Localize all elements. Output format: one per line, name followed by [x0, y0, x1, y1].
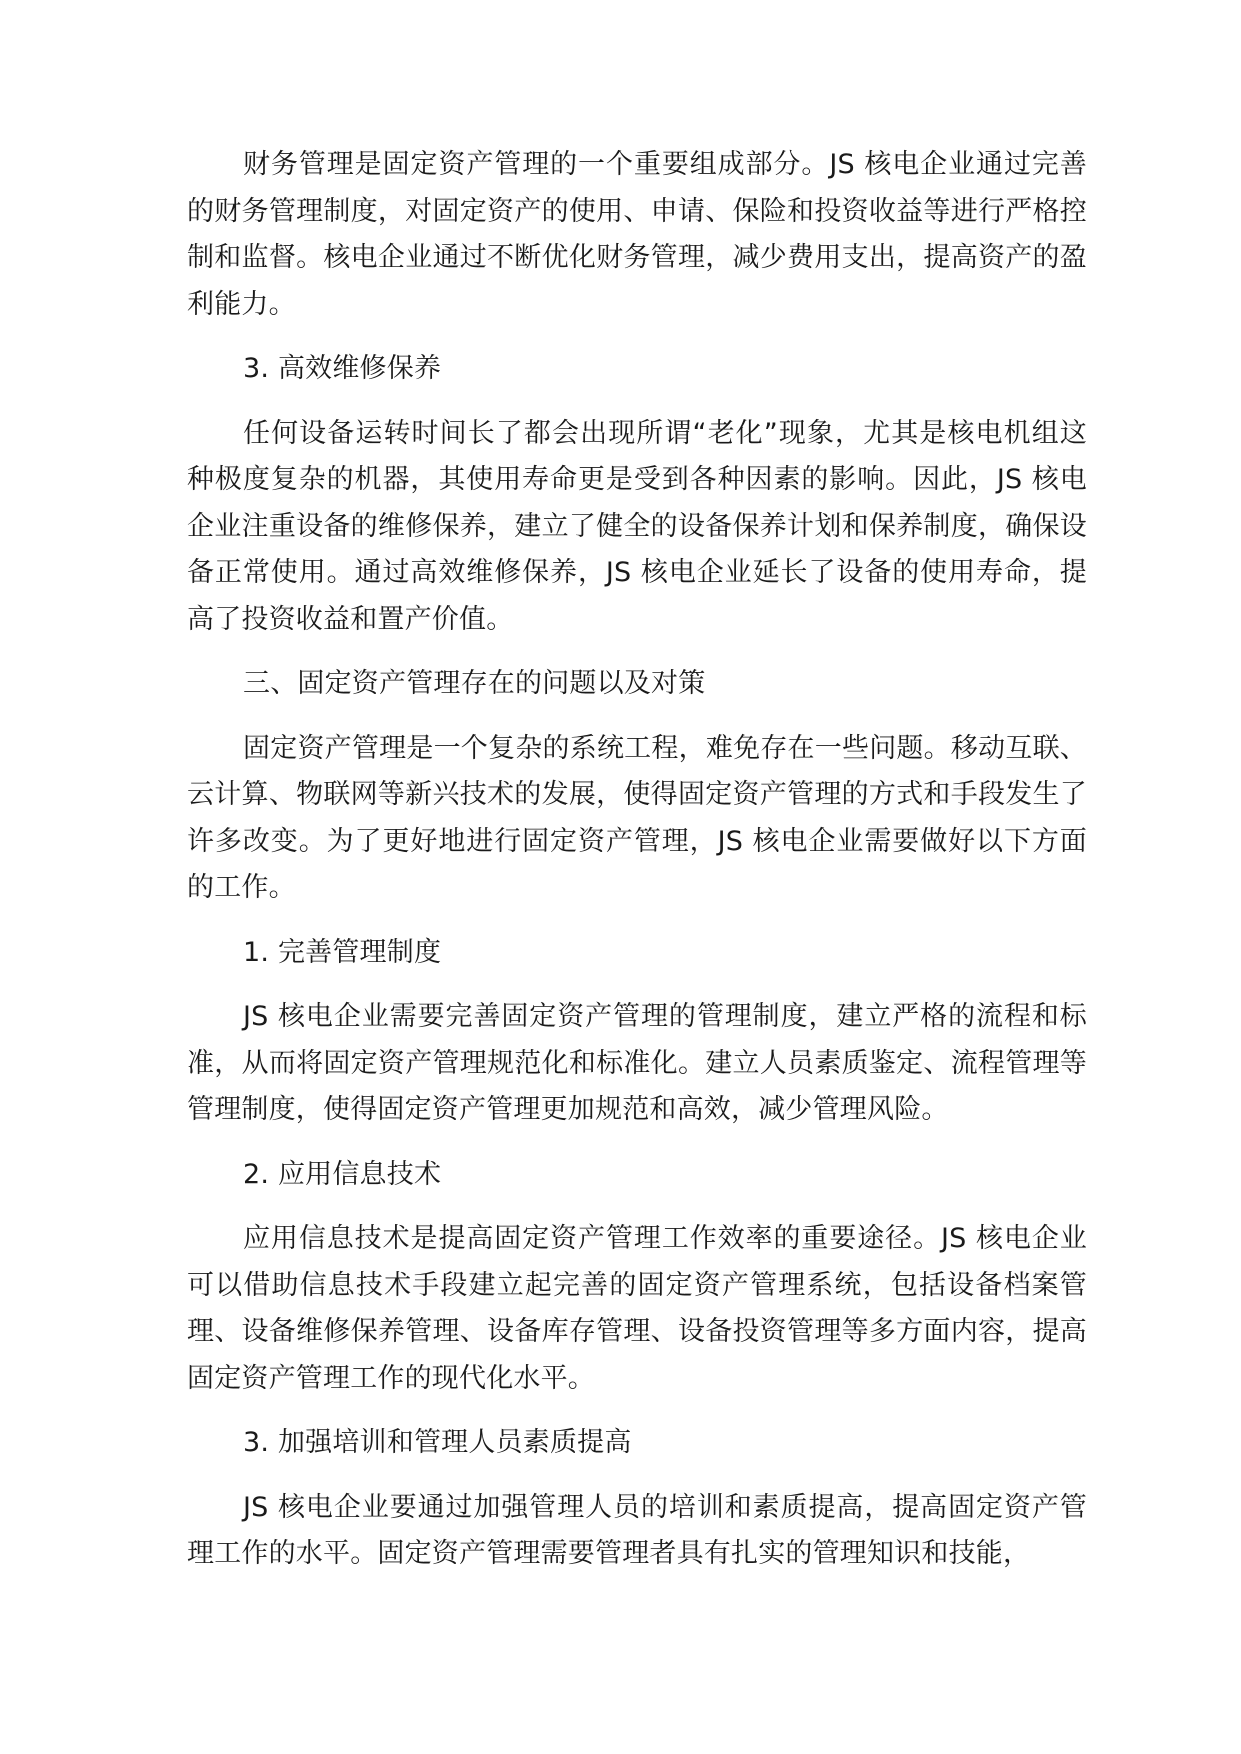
heading-efficient-maintenance: 3. 高效维修保养 [243, 353, 442, 384]
heading-apply-information-technology: 2. 应用信息技术 [243, 1158, 442, 1190]
heading-training-and-quality: 3. 加强培训和管理人员素质提高 [243, 1427, 632, 1458]
document-page [187, 142, 1087, 1596]
heading-problems-and-countermeasures: 三、固定资产管理存在的问题以及对策 [243, 668, 706, 699]
heading-improve-management-system: 1. 完善管理制度 [243, 936, 442, 968]
paragraph-training: JS 核电企业要通过加强管理人员的培训和素质提高，提高固定资产管理工作的水平。固定资产管理需要管理者具有扎实的管理知识和技能， [187, 1491, 1087, 1569]
paragraph-complex-system: 固定资产管理是一个复杂的系统工程，难免存在一些问题。移动互联、云计算、物联网等新兴技术的发展，使得固定资产管理的方式和手段发生了许多改变。为了更好地进行固定资产管理，JS 核电企业需要做好以下方面的工作。 [187, 732, 1087, 903]
paragraph-information-technology: 应用信息技术是提高固定资产管理工作效率的重要途径。JS 核电企业可以借助信息技术手段建立起完善的固定资产管理系统，包括设备档案管理、设备维修保养管理、设备库存管理、设备投资管理等多方面内容，提高固定资产管理工作的现代化水平。 [187, 1223, 1087, 1394]
paragraph-management-system: JS 核电企业需要完善固定资产管理的管理制度，建立严格的流程和标准，从而将固定资产管理规范化和标准化。建立人员素质鉴定、流程管理等管理制度，使得固定资产管理更加规范和高效，减少管理风险。 [187, 1001, 1087, 1125]
paragraph-equipment-aging: 任何设备运转时间长了都会出现所谓“老化”现象，尤其是核电机组这种极度复杂的机器，其使用寿命更是受到各种因素的影响。因此，JS 核电企业注重设备的维修保养，建立了健全的设备保养计划和保养制度，确保设备正常使用。通过高效维修保养，JS 核电企业延长了设备的使用寿命，提高了投资收益和置产价值。 [187, 417, 1087, 635]
paragraph-financial-management: 财务管理是固定资产管理的一个重要组成部分。JS 核电企业通过完善的财务管理制度，对固定资产的使用、申请、保险和投资收益等进行严格控制和监督。核电企业通过不断优化财务管理，减少费用支出，提高资产的盈利能力。 [187, 149, 1087, 320]
